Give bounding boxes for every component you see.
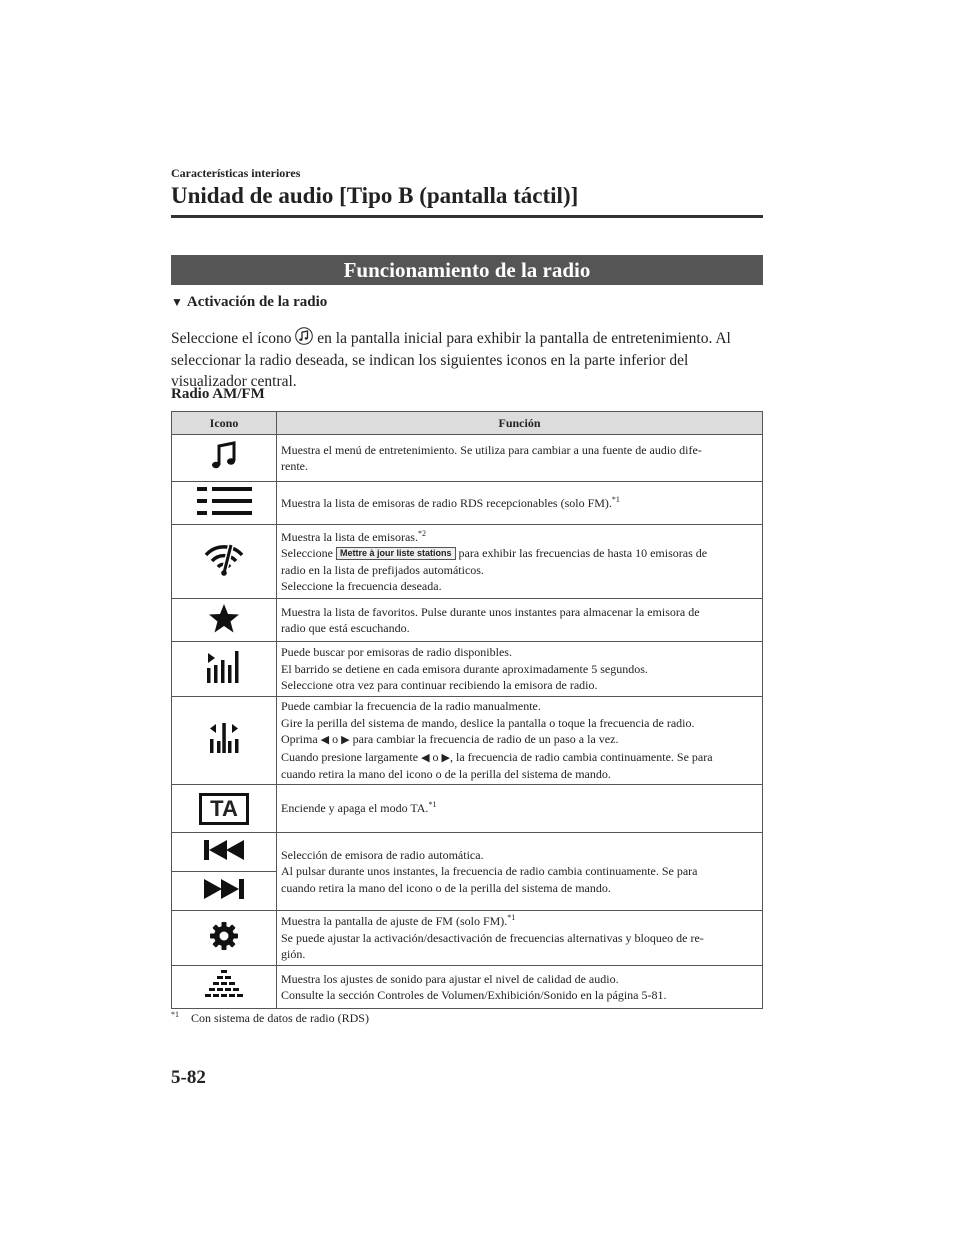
row-text: radio que está escuchando. [281, 621, 410, 635]
table-row [172, 697, 763, 785]
row-text: cuando retira la mano del icono o de la perilla del sistema de mando. [281, 767, 611, 782]
footnote-ref: *1 [507, 913, 516, 923]
chapter-label: Características interiores [171, 166, 301, 180]
row-text: Puede cambiar la frecuencia de la radio manualmente. [281, 699, 541, 714]
star-icon [208, 623, 240, 637]
seek-forward-icon [202, 878, 246, 905]
row-text: Muestra la pantalla de ajuste de FM (solo FM). [281, 914, 508, 929]
row-text: El barrido se detiene en cada emisora durante aproximadamente 5 segundos. [281, 661, 648, 676]
row-text: o [329, 732, 342, 747]
section-banner: Funcionamiento de la radio [171, 255, 763, 285]
row-text: Al pulsar durante unos instantes, la frecuencia de radio cambia continuamente. Se para [281, 864, 698, 879]
row-text: Seleccione otra vez para continuar recibiendo la emisora de radio. [281, 678, 598, 693]
footnote [171, 1011, 369, 1026]
table-row [172, 435, 763, 482]
list-icon [195, 507, 253, 521]
seek-back-icon [202, 839, 246, 866]
footnote-text: Con sistema de datos de radio (RDS) [191, 1011, 369, 1025]
row-text: Consulte la sección Controles de Volumen/Exhibición/Sonido en la página 5-81. [281, 988, 667, 1002]
footnote-ref: *1 [428, 800, 437, 810]
arrow-right-icon: ▶ [341, 734, 350, 747]
subheading-text: Activación de la radio [186, 294, 328, 310]
scan-icon [204, 674, 244, 688]
row-text: Cuando presione largamente [281, 749, 422, 764]
row-text: para exhibir las frecuencias de hasta 10 emisoras de [455, 546, 708, 560]
row-text: radio en la lista de prefijados automáticos. [281, 562, 484, 577]
subheading [171, 294, 327, 311]
table-row [172, 642, 763, 697]
row-text: Muestra la lista de favoritos. Pulse durante unos instantes para almacenar la emisora de [281, 604, 700, 619]
col-icon-header: Icono [172, 412, 277, 435]
title-divider [171, 215, 763, 218]
row-text: Seleccione la frecuencia deseada. [281, 579, 442, 593]
table-row [172, 833, 763, 911]
intro-paragraph [171, 327, 763, 393]
footnote-ref: *2 [417, 528, 426, 538]
triangle-down-icon: ▼ [171, 295, 183, 309]
manual-tune-icon [207, 744, 241, 758]
table-row [172, 525, 763, 599]
row-text: Muestra el menú de entretenimiento. Se utiliza para cambiar a una fuente de audio dife- [281, 442, 702, 457]
intro-text-b: en la pantalla inicial para exhibir la pantalla de entretenimiento. Al seleccionar la radio deseada, se indican los siguientes iconos en la parte inferior del visualizador central. [171, 330, 731, 390]
row-text: Muestra los ajustes de sonido para ajustar el nivel de calidad de audio. [281, 971, 619, 986]
row-text: cuando retira la mano del icono o de la perilla del sistema de mando. [281, 880, 611, 895]
table-row [172, 599, 763, 642]
page-title: Unidad de audio [Tipo B (pantalla táctil)] [171, 183, 579, 208]
footnote-ref: *1 [611, 494, 620, 504]
table-row [172, 785, 763, 833]
row-text: rente. [281, 459, 308, 473]
row-text: , la frecuencia de radio cambia continuamente. Se para [450, 749, 713, 764]
table-row [172, 966, 763, 1009]
table-row [172, 911, 763, 966]
arrow-left-icon: ◀ [421, 751, 430, 764]
radio-signal-icon [202, 568, 246, 582]
music-note-icon [207, 462, 241, 476]
arrow-right-icon: ▶ [441, 751, 451, 764]
update-station-list-button[interactable]: Mettre à jour liste stations [336, 547, 456, 560]
table-row [172, 482, 763, 525]
row-text: Muestra la lista de emisoras. [281, 529, 418, 544]
row-text: Selección de emisora de radio automática. [281, 847, 484, 862]
gear-icon [209, 940, 239, 954]
table-heading: Radio AM/FM [171, 386, 265, 402]
row-text: Seleccione [281, 546, 336, 560]
arrow-left-icon: ◀ [320, 734, 330, 747]
row-text: Muestra la lista de emisoras de radio RDS recepcionables (solo FM). [281, 495, 612, 510]
row-text: Puede buscar por emisoras de radio disponibles. [281, 645, 512, 660]
intro-text-a: Seleccione el ícono [171, 330, 296, 347]
row-text: Oprima [281, 732, 321, 747]
music-note-icon [295, 327, 313, 345]
footnote-mark: *1 [171, 1010, 179, 1019]
sound-settings-icon [204, 991, 244, 1005]
row-text: o [429, 749, 442, 764]
row-text: Gire la perilla del sistema de mando, deslice la pantalla o toque la frecuencia de radio. [281, 715, 695, 730]
row-text: Enciende y apaga el modo TA. [281, 801, 429, 816]
row-text: Se puede ajustar la activación/desactivación de frecuencias alternativas y bloqueo de re- [281, 930, 704, 945]
ta-icon: TA [199, 793, 249, 825]
col-function-header: Función [277, 412, 763, 435]
function-table [171, 411, 763, 1009]
page-number: 5-82 [171, 1067, 206, 1088]
row-text: gión. [281, 947, 306, 962]
row-text: para cambiar la frecuencia de radio de un paso a la vez. [349, 732, 619, 747]
